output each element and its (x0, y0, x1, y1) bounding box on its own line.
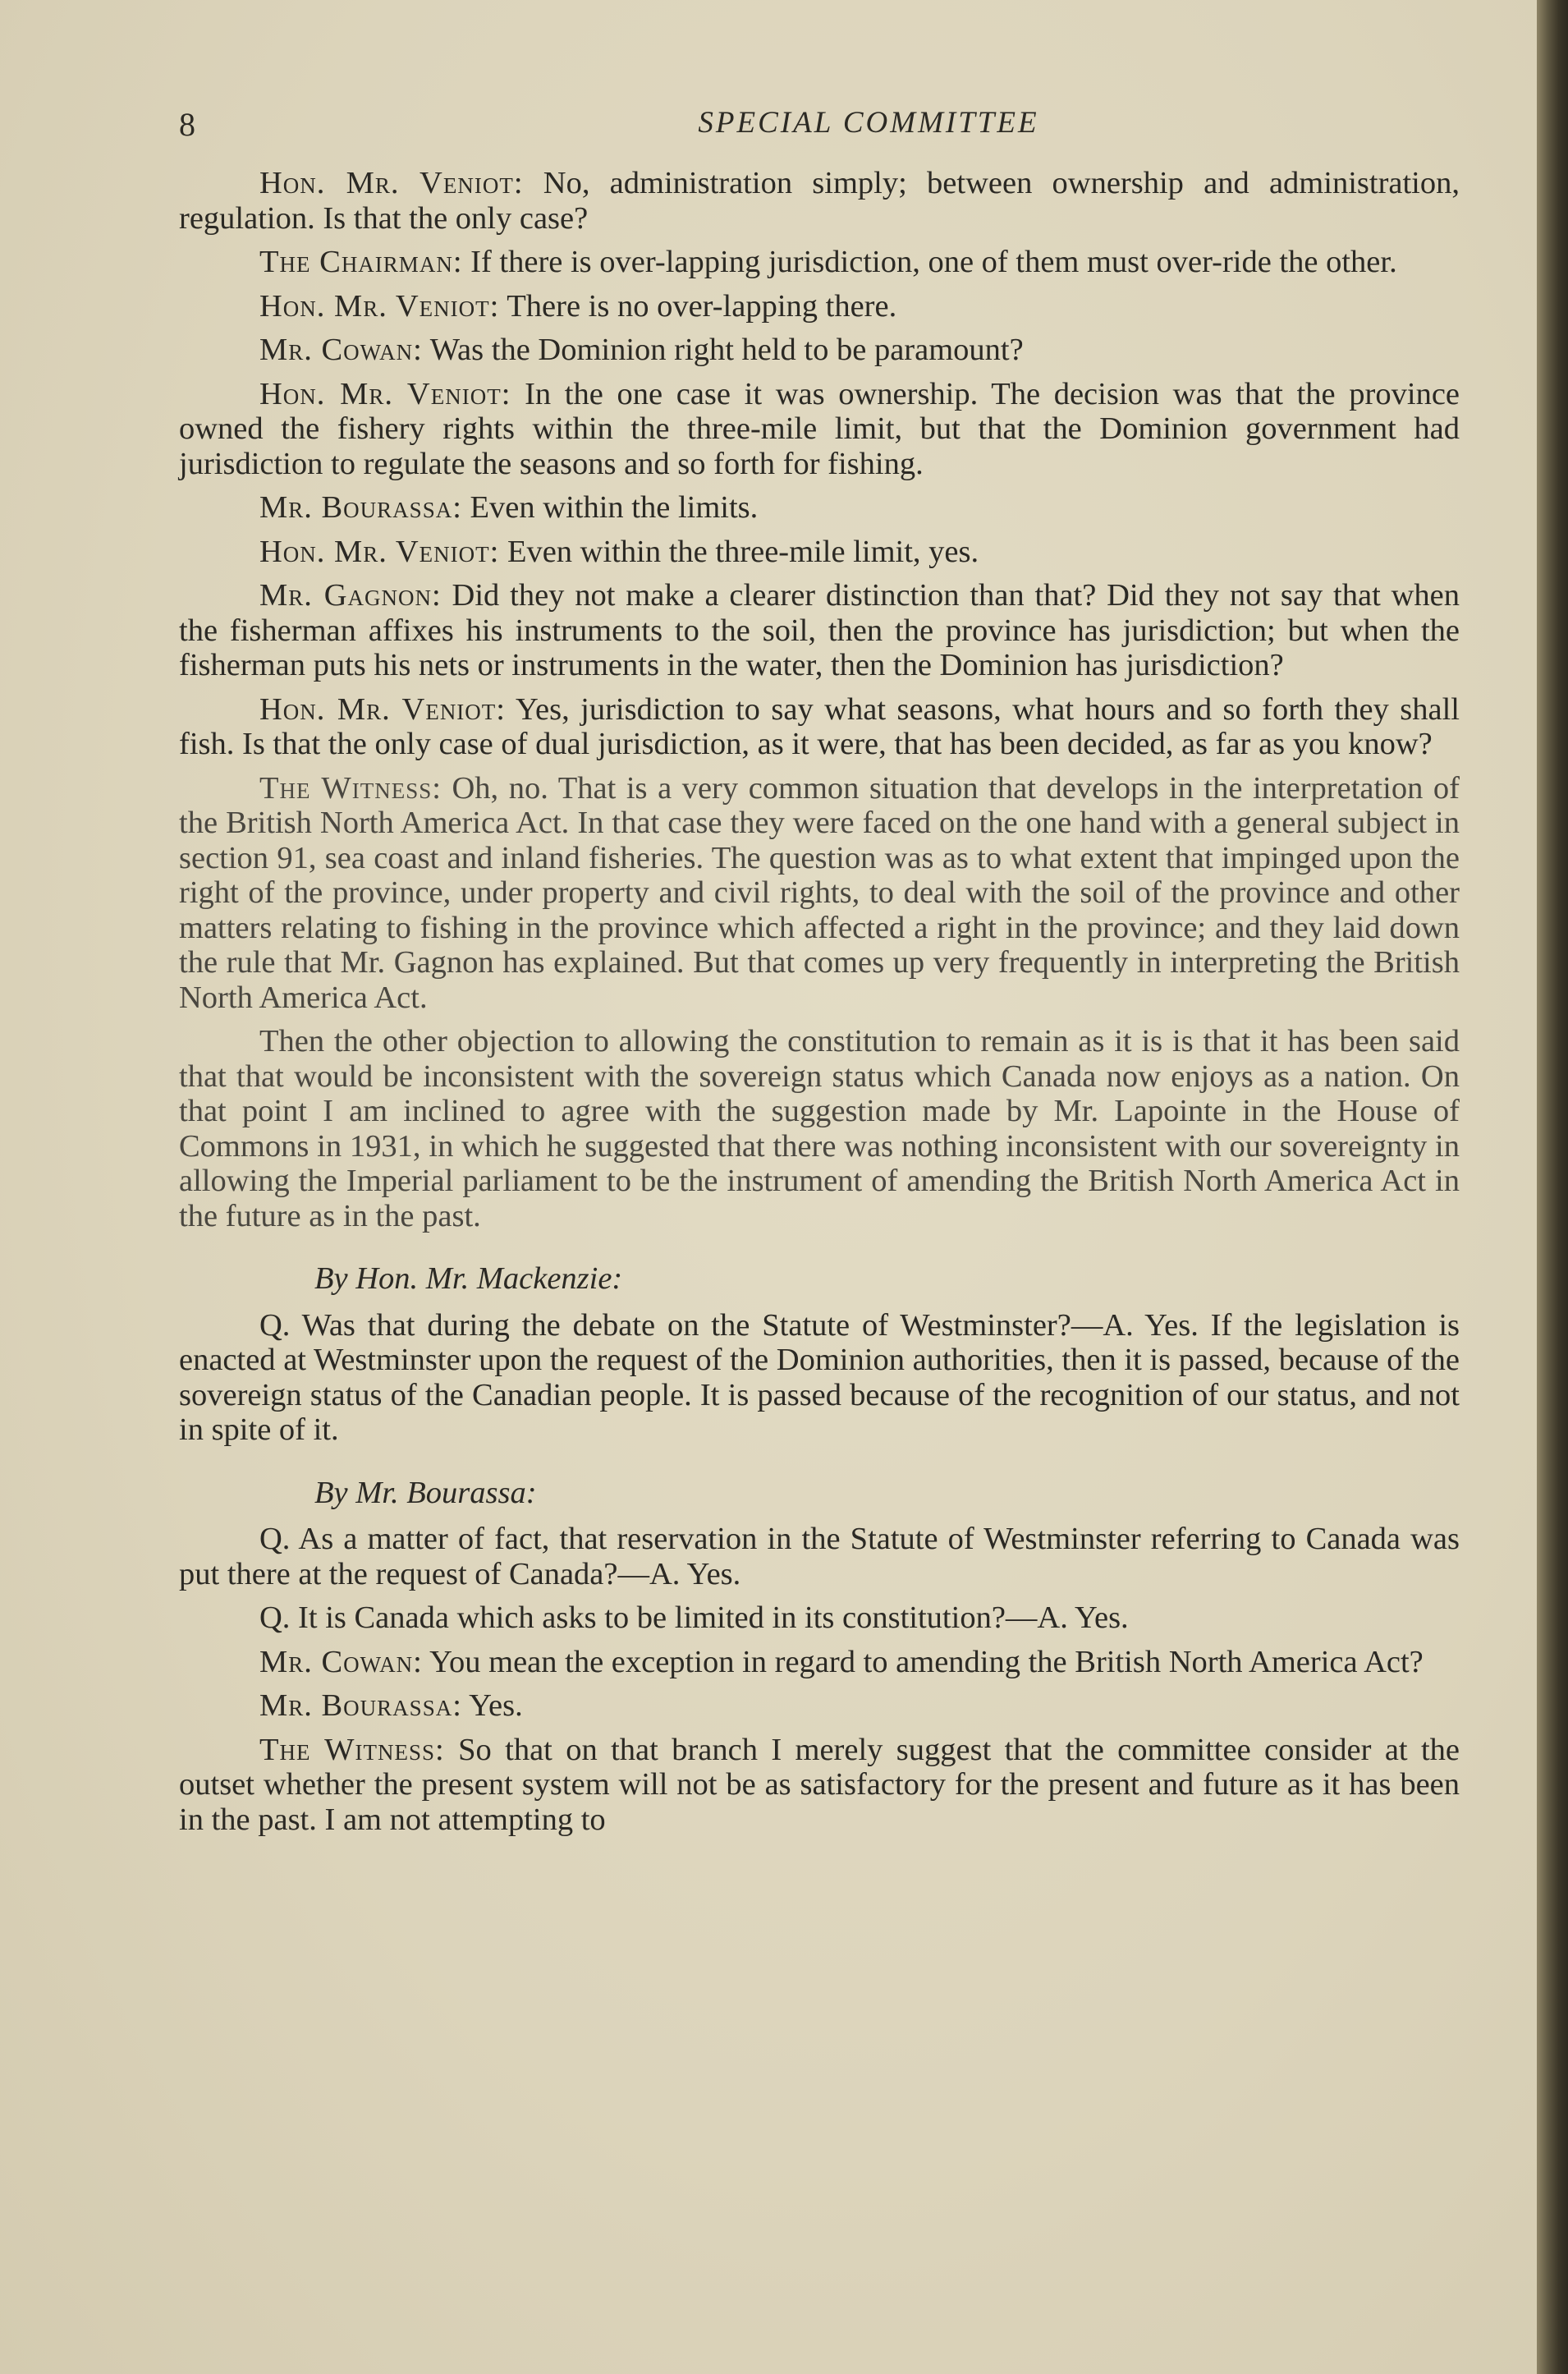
paragraph (179, 535, 1460, 570)
paragraph (179, 1645, 1460, 1680)
paragraph-text: So that on that branch I merely suggest that the committee consider at the outset whether the present system will not be as satisfactory for the present and future as it has been in the past. I am not attempting to (179, 1732, 1460, 1837)
paragraph (179, 377, 1460, 482)
paragraph (179, 166, 1460, 236)
book-spine (1537, 0, 1568, 2374)
paragraph-text: Did they not make a clearer distinction than that? Did they not say that when the fisherman affixes his instruments to the soil, then the province has jurisdiction; but when the fisherman puts his nets or instruments in the water, then the Dominion has jurisdiction? (179, 578, 1460, 682)
paragraph (179, 1024, 1460, 1233)
paragraph-text: Then the other objection to allowing the constitution to remain as it is is that it has been said that that would be inconsistent with the sovereign status which Canada now enjoys as a nation. On that point I am inclined to agree with the suggestion made by Mr. Lapointe in the House of Commons in 1931, in which he suggested that there was nothing inconsistent with our sovereignty in allowing the Imperial parliament to be the instrument of amending the British North America Act in the future as in the past. (179, 1024, 1460, 1233)
speaker: Mr. Gagnon: (259, 578, 442, 613)
paragraph-text: Even within the three-mile limit, yes. (507, 534, 979, 569)
page-header (179, 105, 1460, 146)
paragraph (179, 1600, 1460, 1636)
speaker: Hon. Mr. Veniot: (259, 534, 500, 569)
speaker: Mr. Cowan: (259, 333, 423, 367)
paragraph-text: No, administration simply; between ownership and administration, regulation. Is that the only case? (179, 166, 1460, 236)
paragraph-text: You mean the exception in regard to amending the British North America Act? (429, 1644, 1424, 1679)
paragraph (179, 1522, 1460, 1591)
speaker: Hon. Mr. Veniot: (259, 288, 500, 324)
paragraph-text: Q. Was that during the debate on the Statute of Westminster?—A. Yes. If the legislation is enacted at Westminster upon the request of the Dominion authorities, then it is passed, because of the sovereign status of the Canadian people. It is passed because of the recognition of our status, and not in spite of it. (179, 1307, 1460, 1447)
paragraph (179, 1688, 1460, 1724)
byline: By Hon. Mr. Mackenzie: (314, 1261, 623, 1296)
running-title: SPECIAL COMMITTEE (698, 106, 1039, 140)
paragraph-text: Oh, no. That is a very common situation that develops in the interpretation of the British North America Act. In that case they were faced on the one hand with a general subject in section 91, sea coast and inland fisheries. The question was as to what extent that impinged upon the right of the province, under property and civil rights, to deal with the soil of the province and other matters relating to fishing in the province which affected a right in the province; and they laid down the rule that Mr. Gagnon has explained. But that comes up very frequently in interpreting the British North America Act. (179, 770, 1460, 1015)
paragraph (179, 245, 1460, 280)
paragraph-text: Even within the limits. (470, 490, 759, 525)
paragraph (179, 289, 1460, 324)
speaker: Mr. Cowan: (259, 1644, 423, 1679)
paragraph-text: Was the Dominion right held to be paramount? (429, 333, 1024, 367)
paragraph (179, 1308, 1460, 1448)
paragraph-text: Yes, jurisdiction to say what seasons, what hours and so forth they shall fish. Is that the only case of dual jurisdiction, as it were, that has been decided, as far as you know? (179, 691, 1460, 761)
page-body (179, 166, 1460, 1846)
speaker: The Witness: (259, 770, 442, 806)
paragraph-text: In the one case it was ownership. The decision was that the province owned the fishery rights within the three-mile limit, but that the Dominion government had jurisdiction to regulate the seasons and so forth for fishing. (179, 376, 1460, 481)
speaker: Hon. Mr. Veniot: (259, 376, 511, 411)
paragraph (179, 1733, 1460, 1838)
page-number: 8 (179, 106, 195, 143)
paragraph-text: Q. As a matter of fact, that reservation in the Statute of Westminster referring to Canada was put there at the request of Canada?—A. Yes. (179, 1522, 1460, 1591)
speaker: Hon. Mr. Veniot: (259, 166, 524, 200)
paragraph (179, 771, 1460, 1016)
byline: By Mr. Bourassa: (314, 1475, 537, 1510)
paragraph-text: Q. It is Canada which asks to be limited in its constitution?—A. Yes. (259, 1600, 1129, 1635)
paragraph (179, 692, 1460, 762)
paragraph-text: If there is over-lapping jurisdiction, one of them must over-ride the other. (470, 245, 1397, 279)
paragraph-text: There is no over-lapping there. (507, 288, 897, 324)
speaker: The Witness: (259, 1732, 445, 1767)
speaker: Mr. Bourassa: (259, 490, 462, 525)
speaker: Hon. Mr. Veniot: (259, 691, 506, 727)
speaker: Mr. Bourassa: (259, 1688, 462, 1723)
speaker: The Chairman: (259, 245, 463, 279)
paragraph (179, 333, 1460, 368)
paragraph (179, 490, 1460, 526)
paragraph-text: Yes. (469, 1688, 523, 1723)
paragraph (179, 578, 1460, 683)
